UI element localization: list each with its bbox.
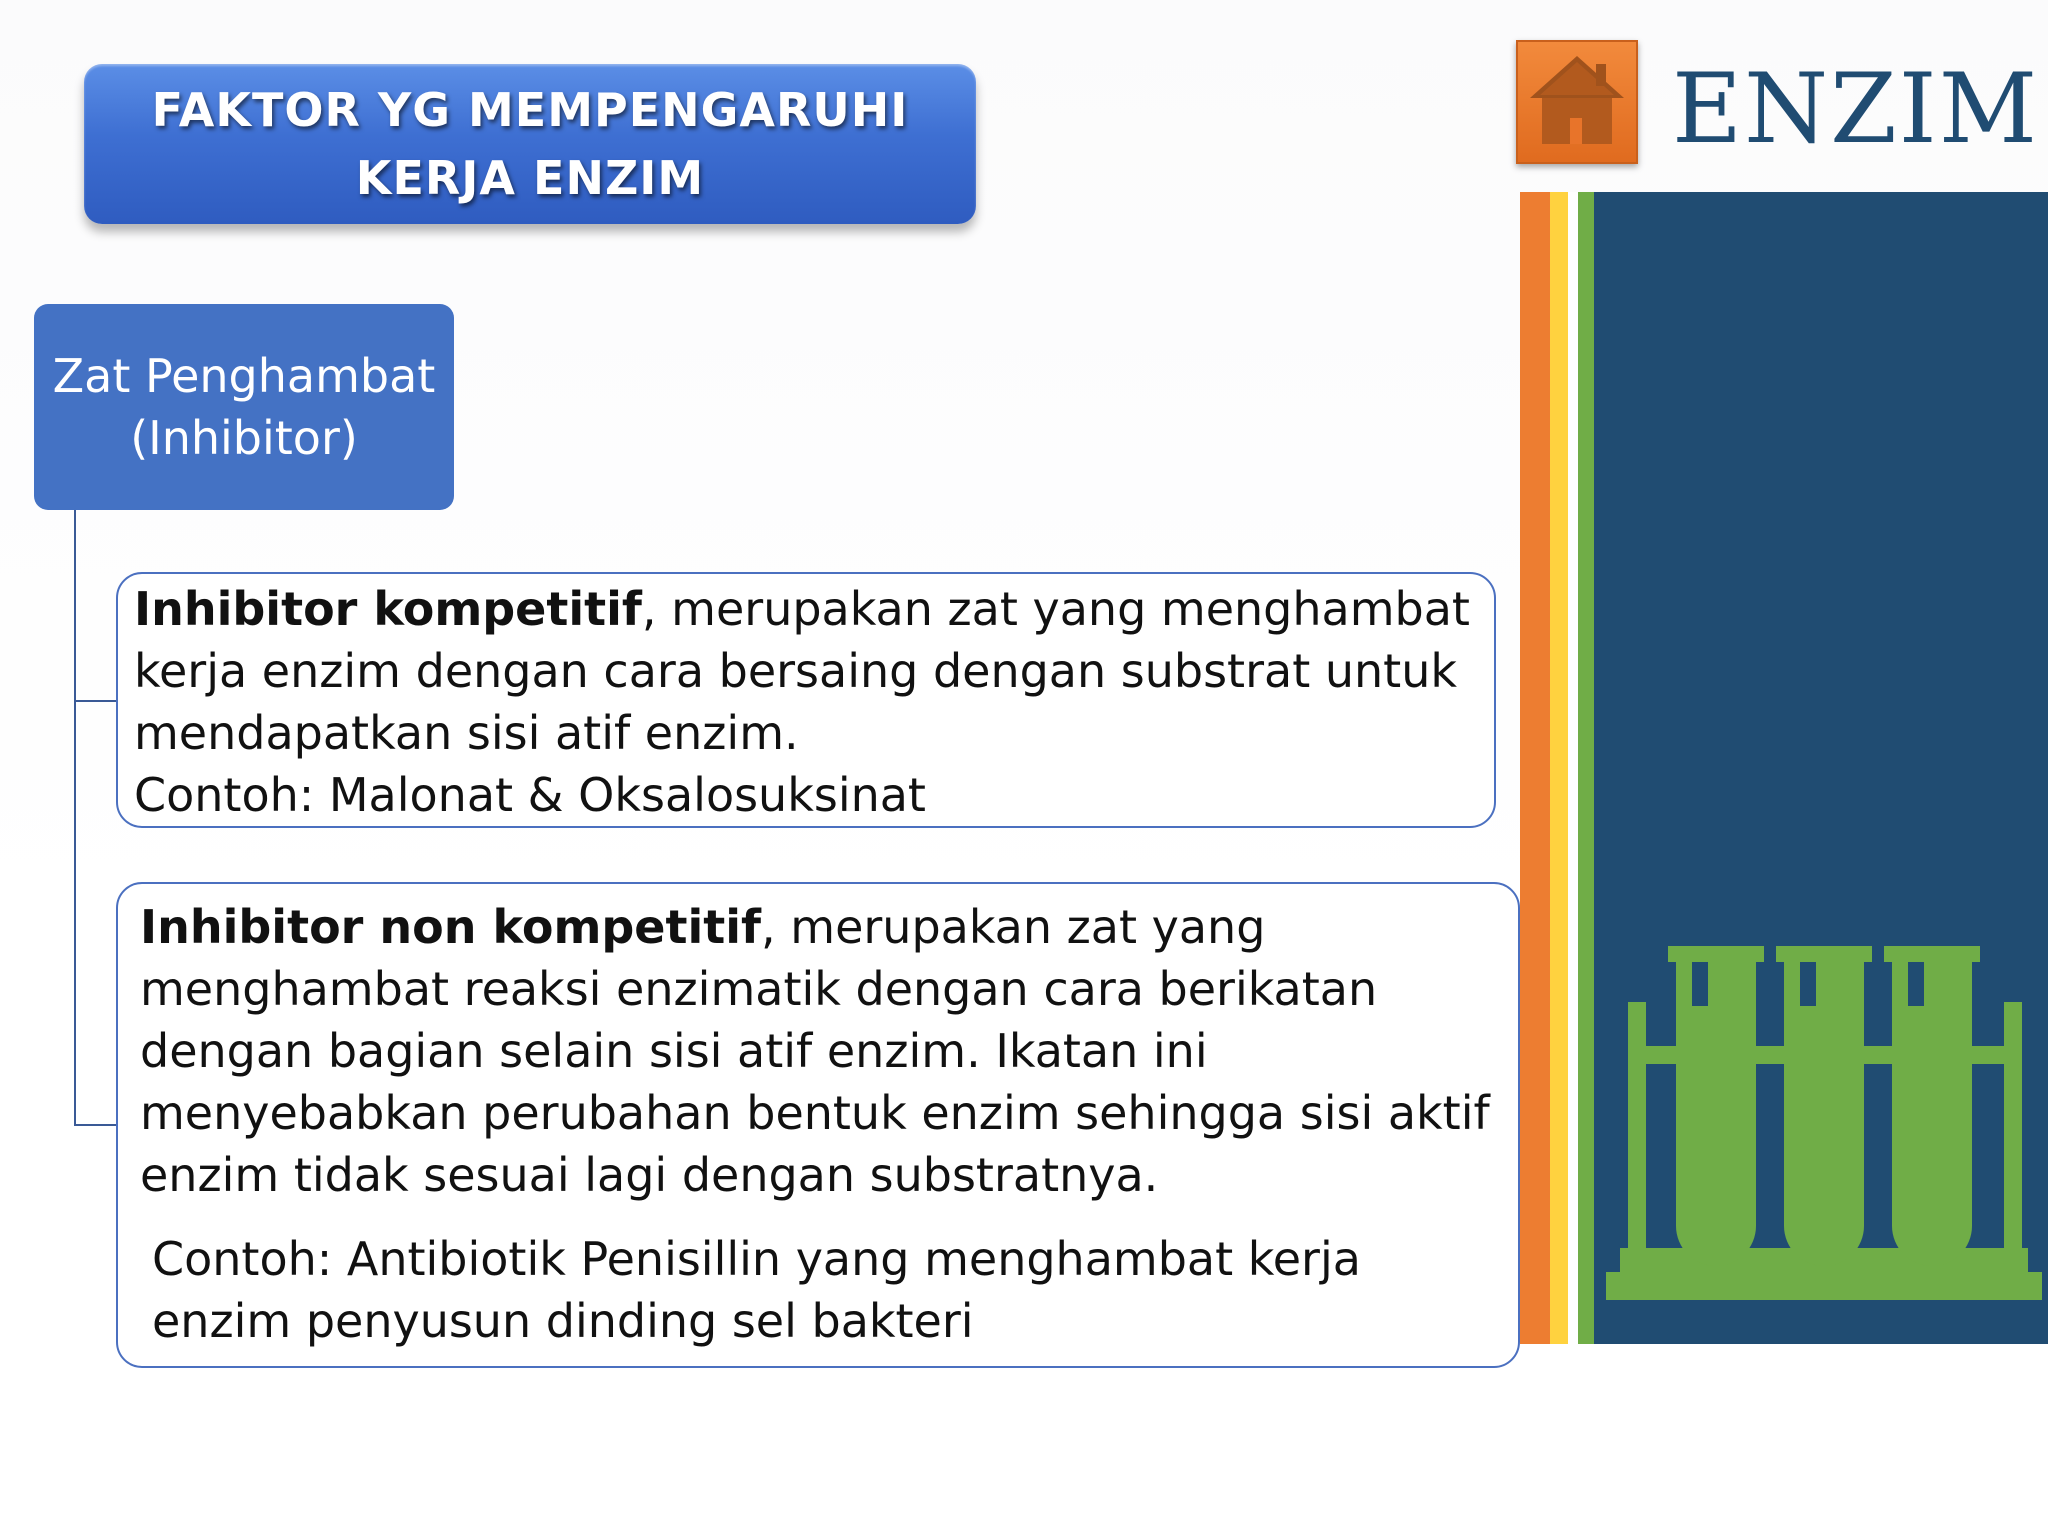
competitive-inhibitor-card bbox=[116, 572, 1496, 828]
connector-branch-1 bbox=[74, 700, 116, 702]
competitive-description bbox=[134, 578, 1482, 764]
connector-vertical bbox=[74, 510, 76, 1126]
inhibitor-category-box bbox=[34, 304, 454, 510]
test-tube-rack-icon bbox=[1600, 936, 2048, 1316]
accent-stripe-orange bbox=[1520, 192, 1550, 1344]
inhibitor-line-2: (Inhibitor) bbox=[130, 411, 358, 465]
page-title bbox=[100, 76, 960, 212]
connector-branch-2 bbox=[74, 1124, 116, 1126]
accent-stripe-green bbox=[1578, 192, 1594, 1344]
accent-stripe-gap bbox=[1568, 192, 1578, 1344]
title-line-2: KERJA ENZIM bbox=[355, 151, 705, 205]
noncompetitive-inhibitor-card bbox=[116, 882, 1520, 1368]
noncompetitive-description bbox=[140, 896, 1506, 1206]
home-button[interactable] bbox=[1516, 40, 1638, 164]
brand-title: ENZIM bbox=[1672, 53, 2039, 165]
inhibitor-line-1: Zat Penghambat bbox=[52, 349, 436, 403]
noncompetitive-heading: Inhibitor non kompetitif bbox=[140, 900, 762, 954]
title-line-1: FAKTOR YG MEMPENGARUHI bbox=[151, 83, 909, 137]
competitive-body: , merupakan zat yang menghambat kerja enzim dengan cara bersaing dengan substrat untuk mendapatkan sisi atif enzim. bbox=[134, 582, 1470, 760]
noncompetitive-example: Contoh: Antibiotik Penisillin yang menghambat kerja enzim penyusun dinding sel bakteri bbox=[152, 1232, 1361, 1348]
home-icon bbox=[1518, 42, 1636, 162]
competitive-example: Contoh: Malonat & Oksalosuksinat bbox=[134, 768, 926, 822]
competitive-heading: Inhibitor kompetitif bbox=[134, 582, 642, 636]
accent-stripe-yellow bbox=[1550, 192, 1568, 1344]
title-banner bbox=[84, 64, 976, 224]
noncompetitive-body: , merupakan zat yang menghambat reaksi enzimatik dengan cara berikatan dengan bagian selain sisi atif enzim. Ikatan ini menyebabkan perubahan bentuk enzim sehingga sisi aktif enzim tidak sesuai lagi dengan substratnya. bbox=[140, 900, 1490, 1202]
